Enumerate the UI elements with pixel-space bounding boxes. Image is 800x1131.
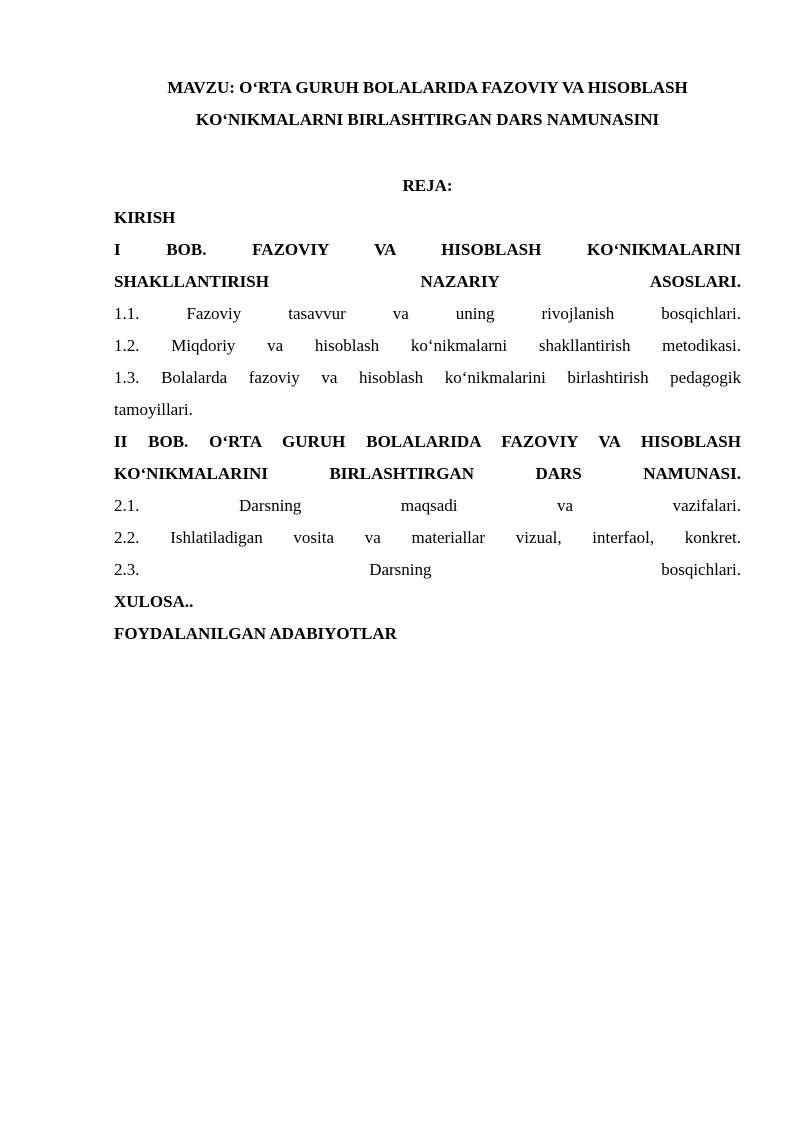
toc-chapter-2-line-2: KO‘NIKMALARINI BIRLASHTIRGAN DARS NAMUNASI. (114, 464, 741, 483)
toc-introduction: KIRISH (114, 208, 176, 227)
spacer (114, 136, 741, 170)
toc-chapter-2-line-1: II BOB. O‘RTA GURUH BOLALARIDA FAZOVIY VA HISOBLASH (114, 432, 741, 451)
title-line-1: MAVZU: O‘RTA GURUH BOLALARIDA FAZOVIY VA HISOBLASH (167, 78, 688, 97)
toc-section-1-1: 1.1. Fazoviy tasavvur va uning rivojlanish bosqichlari. (114, 304, 741, 323)
toc-section-1-2: 1.2. Miqdoriy va hisoblash ko‘nikmalarni shakllantirish metodikasi. (114, 336, 741, 355)
plan-heading: REJA: (402, 176, 453, 195)
toc-section-2-3: 2.3. Darsning bosqichlari. (114, 560, 741, 579)
toc-chapter-1-line-2: SHAKLLANTIRISH NAZARIY ASOSLARI. (114, 272, 741, 291)
toc-section-1-3-line-2: tamoyillari. (114, 400, 193, 419)
document-content (114, 72, 741, 650)
toc-section-2-2: 2.2. Ishlatiladigan vosita va materiallar vizual, interfaol, konkret. (114, 528, 741, 547)
toc-references: FOYDALANILGAN ADABIYOTLAR (114, 624, 397, 643)
toc-section-1-3-line-1: 1.3. Bolalarda fazoviy va hisoblash ko‘nikmalarini birlashtirish pedagogik (114, 368, 741, 387)
toc-section-2-1: 2.1. Darsning maqsadi va vazifalari. (114, 496, 741, 515)
toc-chapter-1-line-1: I BOB. FAZOVIY VA HISOBLASH KO‘NIKMALARINI (114, 240, 741, 259)
toc-conclusion: XULOSA.. (114, 592, 194, 611)
title-line-2: KO‘NIKMALARNI BIRLASHTIRGAN DARS NAMUNASINI (195, 110, 660, 129)
